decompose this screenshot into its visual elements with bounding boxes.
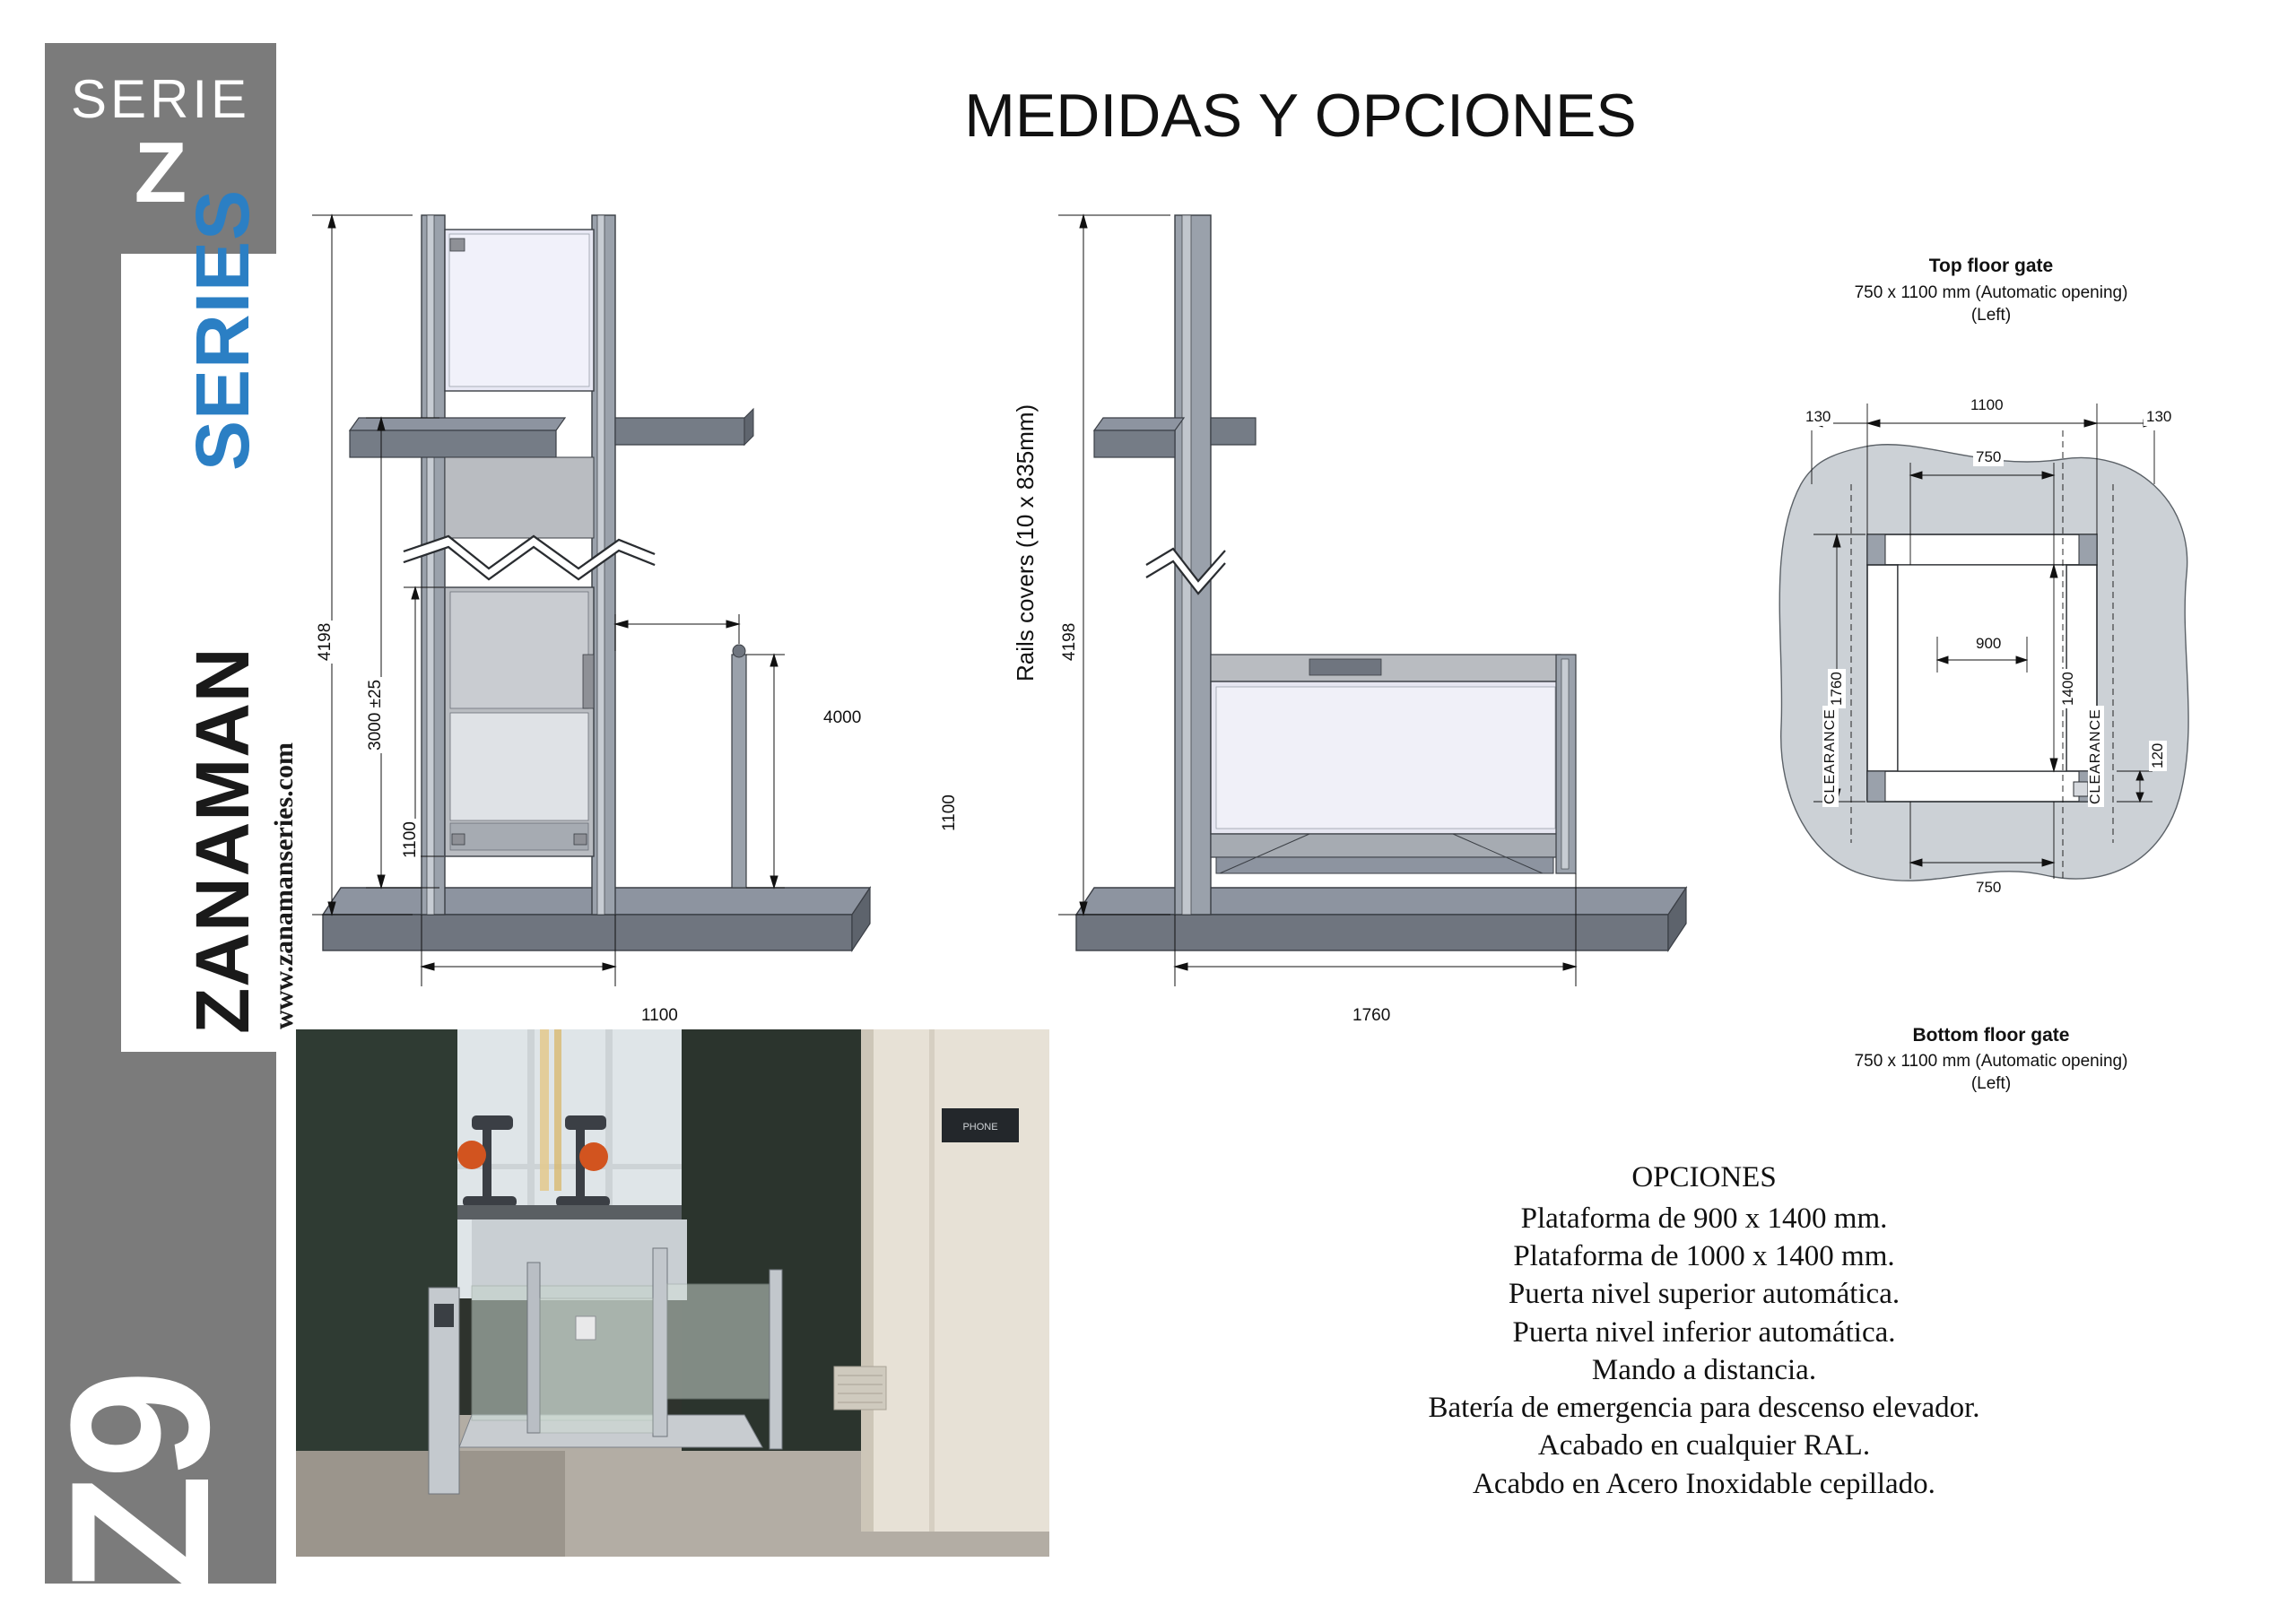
dim-plan-left-clear: 130 <box>1803 408 1833 426</box>
dim-side-height: 4198 <box>1060 621 1080 664</box>
rails-covers-note: Rails covers (10 x 835mm) <box>1012 404 1039 681</box>
dim-front-width: 1100 <box>639 1006 681 1026</box>
dim-plan-small-offset: 120 <box>2149 741 2167 771</box>
installation-photo <box>296 1029 1049 1557</box>
side-elevation-drawing <box>1040 206 1731 1040</box>
dim-side-depth: 1760 <box>1350 1006 1393 1026</box>
dim-front-post-distance: 4000 <box>821 708 864 728</box>
dim-front-height: 4198 <box>316 621 335 664</box>
option-item: Puerta nivel inferior automática. <box>1512 1315 1896 1349</box>
option-item: Acabdo en Acero Inoxidable cepillado. <box>1473 1467 1935 1500</box>
serie-word: SERIE <box>70 69 251 129</box>
option-item: Puerta nivel superior automática. <box>1508 1278 1900 1311</box>
option-item: Plataforma de 900 x 1400 mm. <box>1520 1202 1888 1235</box>
clearance-label-left: CLEARANCE <box>1822 706 1839 807</box>
front-elevation-drawing <box>296 206 996 1040</box>
model-code: Z9 <box>30 1375 250 1594</box>
options-block <box>1256 1161 2152 1503</box>
option-item: Plataforma de 1000 x 1400 mm. <box>1513 1240 1895 1273</box>
dim-plan-platform-depth: 1400 <box>2059 669 2077 708</box>
serie-letter: Z <box>134 125 187 221</box>
dim-plan-right-clear: 130 <box>2144 408 2174 426</box>
bottom-gate-side: (Left) <box>1970 1074 2012 1093</box>
option-item: Mando a distancia. <box>1591 1353 1817 1386</box>
options-heading: OPCIONES <box>1631 1161 1777 1193</box>
svg-text:PHONE: PHONE <box>962 1122 998 1133</box>
top-gate-side: (Left) <box>1970 306 2012 325</box>
bottom-gate-subtitle: 750 x 1100 mm (Automatic opening) <box>1854 1052 2128 1071</box>
top-gate-subtitle: 750 x 1100 mm (Automatic opening) <box>1854 283 2128 302</box>
option-item: Batería de emergencia para descenso elevador. <box>1428 1392 1980 1425</box>
dim-plan-overall-width: 1100 <box>1968 396 2006 414</box>
dim-front-gate-height: 1100 <box>401 819 421 861</box>
dim-front-travel: 3000 ±25 <box>366 677 386 753</box>
clearance-label-right: CLEARANCE <box>2088 706 2104 807</box>
bottom-gate-title: Bottom floor gate <box>1912 1025 2070 1046</box>
option-item: Acabado en cualquier RAL. <box>1537 1429 1871 1462</box>
dim-front-post-height: 1100 <box>940 792 960 834</box>
dim-plan-top-gate-width: 750 <box>1973 448 2004 466</box>
website-url[interactable]: www.zanamanseries.com <box>269 742 299 1029</box>
top-gate-title: Top floor gate <box>1928 256 2054 276</box>
series-name: SERIES <box>180 188 265 471</box>
dim-plan-overall-depth: 1760 <box>1828 669 1846 708</box>
dim-plan-bottom-gate-width: 750 <box>1973 879 2004 897</box>
brand-sidebar <box>30 43 299 1594</box>
page-title: MEDIDAS Y OPCIONES <box>964 82 1637 150</box>
company-name: ZANAMAN <box>180 647 265 1034</box>
dim-plan-platform-width: 900 <box>1973 635 2004 653</box>
